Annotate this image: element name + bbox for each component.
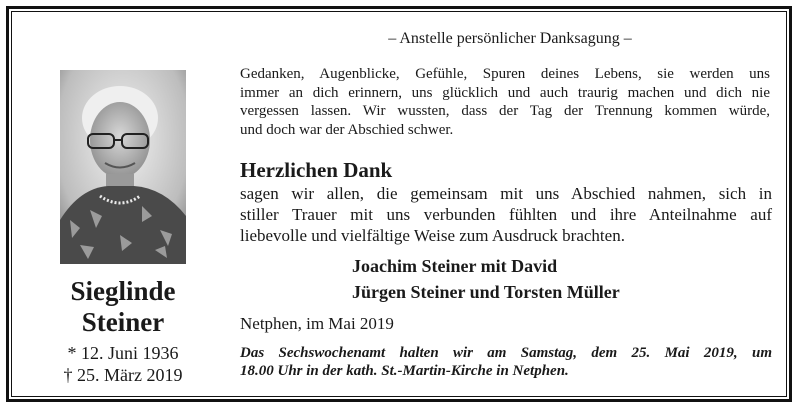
thanks-line: sagen wir allen, die gemeinsam mit uns Abschied nahmen, sich in <box>240 184 772 203</box>
signer-name: Joachim Steiner mit David <box>352 256 558 276</box>
service-note-line: 18.00 Uhr in der kath. St.-Martin-Kirche in Netphen. <box>240 363 569 379</box>
service-note <box>240 344 772 380</box>
signer-name: Jürgen Steiner und Torsten Müller <box>352 282 620 302</box>
thanks-line: stiller Trauer mit uns verbunden fühlten und ihre Anteilnahme auf <box>240 205 772 224</box>
deceased-first-name: Sieglinde <box>70 276 176 306</box>
notice-subtitle: – Anstelle persönlicher Danksagung – <box>388 30 632 47</box>
intro-line: vergessen lassen. Wir wussten, dass der Tag der Trennung kommen würde, <box>240 103 770 119</box>
deceased-last-name: Steiner <box>81 307 165 337</box>
intro-line: und doch war der Abschied schwer. <box>240 121 454 138</box>
death-date: † 25. März 2019 <box>63 365 183 385</box>
thanks-paragraph <box>240 183 772 246</box>
thanks-heading: Herzlichen Dank <box>240 158 393 182</box>
thanks-line: liebevolle und vielfältige Weise zum Ausdruck brachten. <box>240 226 625 245</box>
place-and-date: Netphen, im Mai 2019 <box>240 314 394 333</box>
intro-paragraph <box>240 65 770 139</box>
intro-line: immer an dich erinnern, uns glücklich und auch traurig machen und dich nie <box>240 84 770 101</box>
portrait-photo <box>60 70 186 264</box>
birth-date: * 12. Juni 1936 <box>67 343 179 363</box>
intro-line: Gedanken, Augenblicke, Gefühle, Spuren deines Lebens, sie werden uns <box>240 66 770 82</box>
service-note-line: Das Sechswochenamt halten wir am Samstag, dem 25. Mai 2019, um <box>240 345 772 361</box>
